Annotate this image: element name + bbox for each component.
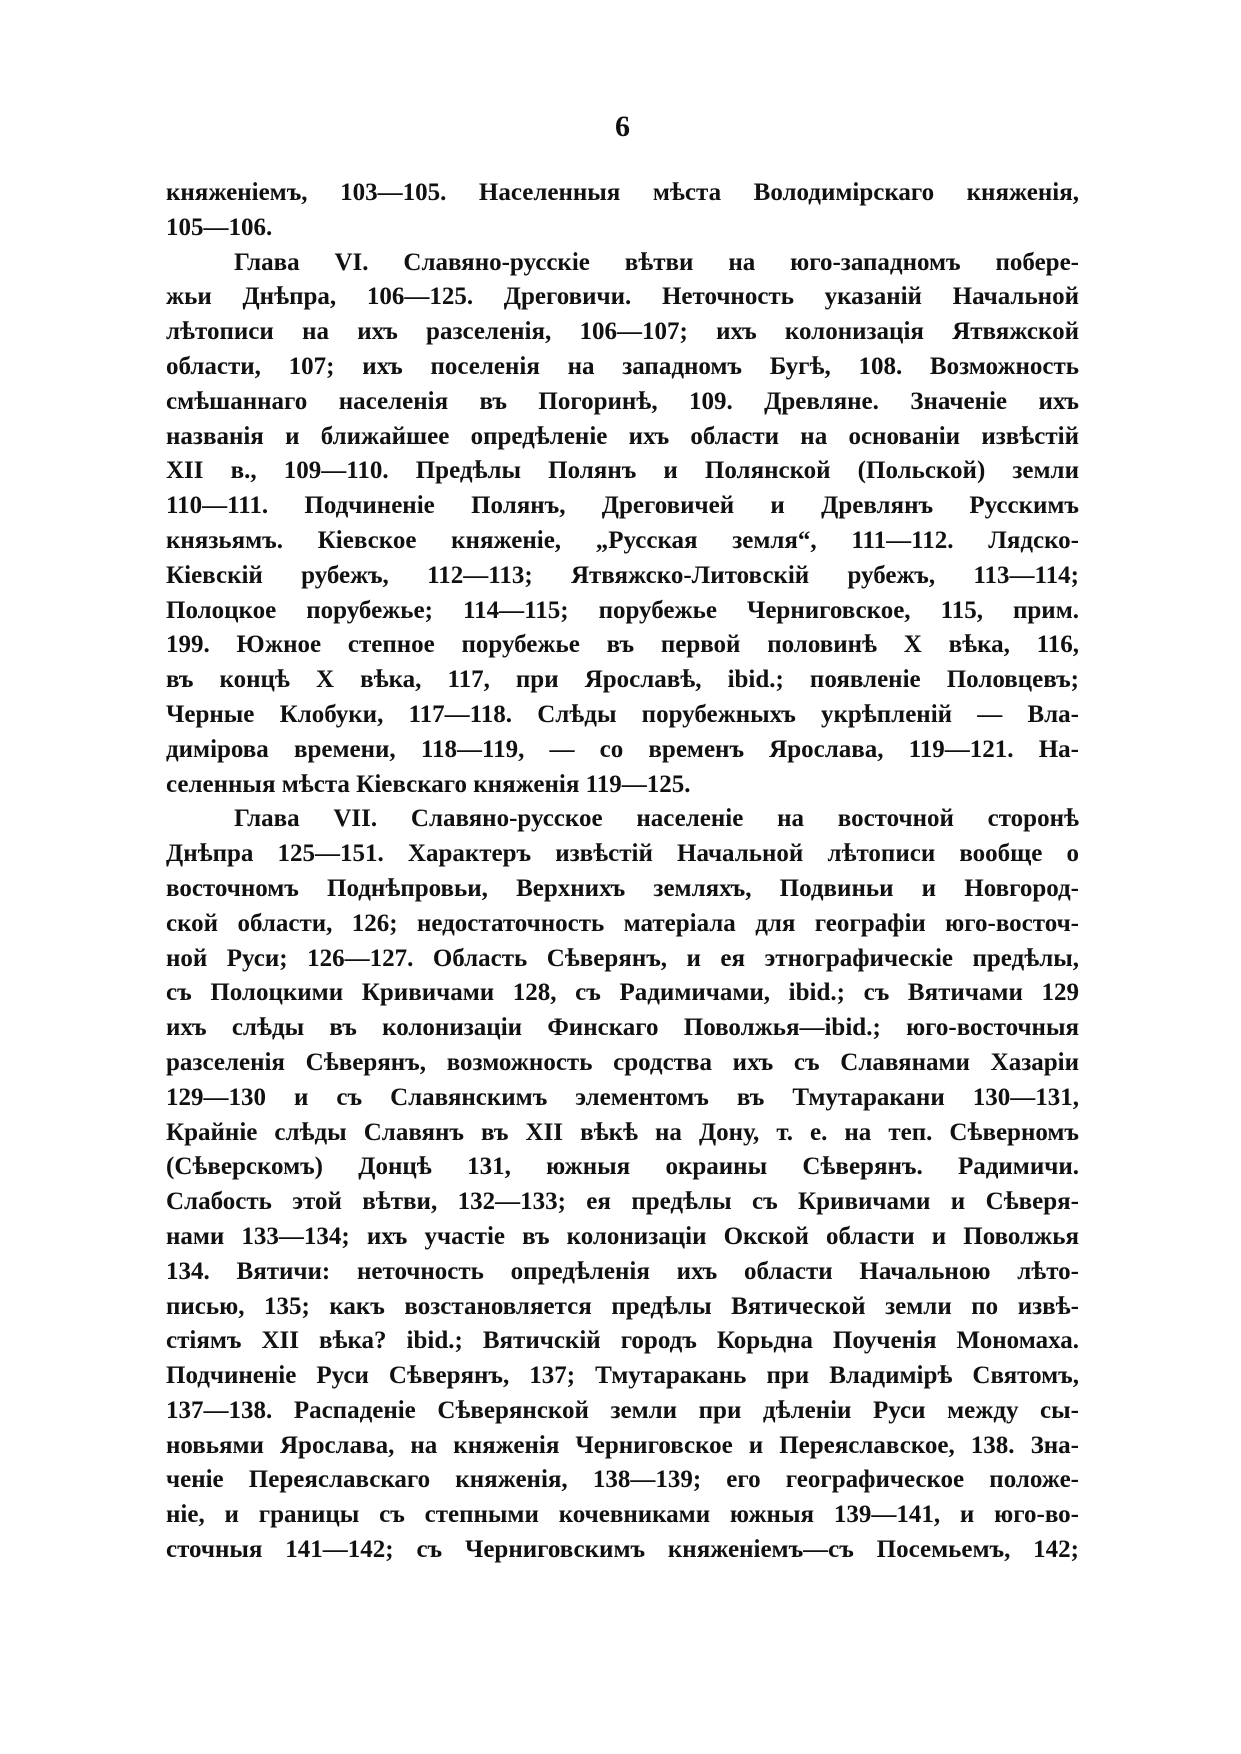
- text-line: Глава VI. Славяно-русскіе вѣтви на юго-западномъ побере-: [234, 248, 1079, 276]
- page-number: 6: [615, 110, 630, 143]
- text-line: 134. Вятичи: неточность опредѣленія ихъ области Начальною лѣто-: [166, 1257, 1079, 1285]
- text-line: Глава VII. Славяно-русское населеніе на восточной сторонѣ: [234, 805, 1079, 833]
- text-line: Крайніе слѣды Славянъ въ XII вѣкѣ на Дону, т. е. на теп. Сѣверномъ: [166, 1118, 1079, 1146]
- text-line: въ концѣ X вѣка, 117, при Ярославѣ, ibid.; появленіе Половцевъ;: [166, 666, 1079, 694]
- text-line: новьями Ярослава, на княженія Черниговское и Переяславское, 138. Зна-: [166, 1431, 1079, 1459]
- text-line: сточныя 141—142; съ Черниговскимъ княженіемъ—съ Посемьемъ, 142;: [166, 1536, 1079, 1564]
- text-line: 105—106.: [166, 213, 273, 241]
- text-line: области, 107; ихъ поселенія на западномъ Бугѣ, 108. Возможность: [166, 352, 1079, 380]
- text-line: Кіевскій рубежъ, 112—113; Ятвяжско-Литовскій рубежъ, 113—114;: [166, 561, 1079, 589]
- text-line: жьи Днѣпра, 106—125. Дреговичи. Неточность указаній Начальной: [166, 283, 1079, 311]
- text-line: ихъ слѣды въ колонизаціи Финскаго Поволжья—ibid.; юго-восточныя: [166, 1014, 1079, 1042]
- text-line: Полоцкое порубежье; 114—115; порубежье Черниговское, 115, прим.: [166, 596, 1079, 624]
- text-line: 137—138. Распаденіе Сѣверянской земли при дѣленіи Руси между сы-: [166, 1396, 1079, 1424]
- text-line: нами 133—134; ихъ участіе въ колонизаціи Окской области и Поволжья: [166, 1222, 1079, 1250]
- text-body: [166, 176, 1079, 1568]
- text-line: княженіемъ, 103—105. Населенныя мѣста Володимірскаго княженія,: [166, 179, 1079, 206]
- text-line: селенныя мѣста Кіевскаго княженія 119—125.: [166, 770, 691, 798]
- text-line: димірова времени, 118—119, — со временъ Ярослава, 119—121. На-: [166, 735, 1079, 763]
- text-line: восточномъ Поднѣпровьи, Верхнихъ земляхъ, Подвиньи и Новгород-: [166, 874, 1079, 902]
- text-line: разселенія Сѣверянъ, возможность сродства ихъ съ Славянами Хазаріи: [166, 1048, 1079, 1076]
- text-line: 129—130 и съ Славянскимъ элементомъ въ Тмутаракани 130—131,: [166, 1083, 1079, 1111]
- text-line: ской области, 126; недостаточность матеріала для географіи юго-восточ-: [166, 909, 1079, 937]
- text-line: смѣшаннаго населенія въ Погоринѣ, 109. Древляне. Значеніе ихъ: [166, 387, 1079, 415]
- text-line: 199. Южное степное порубежье въ первой половинѣ X вѣка, 116,: [166, 631, 1079, 659]
- text-line: 110—111. Подчиненіе Полянъ, Дреговичей и Древлянъ Русскимъ: [166, 492, 1079, 520]
- text-line: лѣтописи на ихъ разселенія, 106—107; ихъ колонизація Ятвяжской: [166, 318, 1079, 346]
- text-line: князьямъ. Кіевское княженіе, „Русская земля“, 111—112. Лядско-: [166, 526, 1079, 554]
- text-line: съ Полоцкими Кривичами 128, съ Радимичами, ibid.; съ Вятичами 129: [166, 979, 1079, 1007]
- text-line: Черные Клобуки, 117—118. Слѣды порубежныхъ укрѣпленій — Вла-: [166, 700, 1079, 728]
- text-line: Подчиненіе Руси Сѣверянъ, 137; Тмутаракань при Владимірѣ Святомъ,: [166, 1362, 1079, 1390]
- text-line: стіямъ XII вѣка? ibid.; Вятичскій городъ Корьдна Поученія Мономаха.: [166, 1327, 1079, 1355]
- text-line: ной Руси; 126—127. Область Сѣверянъ, и ея этнографическіе предѣлы,: [166, 944, 1079, 972]
- text-line: ніе, и границы съ степными кочевниками южныя 139—141, и юго-во-: [166, 1501, 1079, 1529]
- text-line: ченіе Переяславскаго княженія, 138—139; его географическое положе-: [166, 1466, 1079, 1494]
- text-line: (Сѣверскомъ) Донцѣ 131, южныя окраины Сѣверянъ. Радимичи.: [166, 1153, 1079, 1181]
- text-line: Слабость этой вѣтви, 132—133; ея предѣлы съ Кривичами и Сѣверя-: [166, 1188, 1079, 1216]
- book-page: [166, 112, 1079, 1568]
- text-line: названія и ближайшее опредѣленіе ихъ области на основаніи извѣстій: [166, 422, 1079, 450]
- text-line: XII в., 109—110. Предѣлы Полянъ и Полянской (Польской) земли: [166, 457, 1079, 485]
- text-line: Днѣпра 125—151. Характеръ извѣстій Начальной лѣтописи вообще о: [166, 840, 1079, 868]
- text-line: писью, 135; какъ возстановляется предѣлы Вятической земли по извѣ-: [166, 1292, 1079, 1320]
